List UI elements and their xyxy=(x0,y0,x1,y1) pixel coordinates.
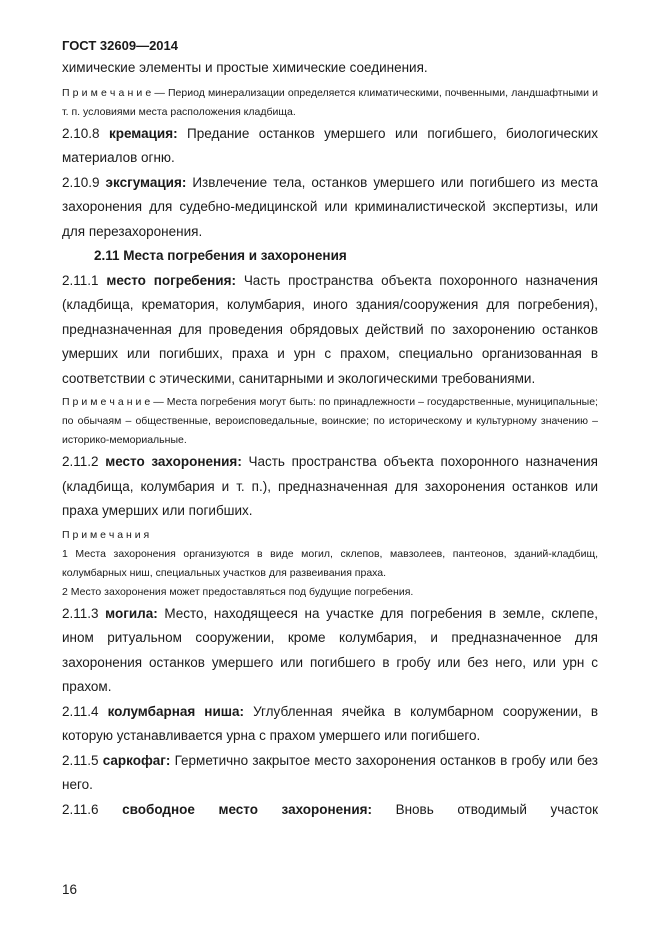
notes-label: П р и м е ч а н и я xyxy=(62,528,150,541)
clause-number: 2.10.9 xyxy=(62,174,106,190)
clause-term: колумбарная ниша: xyxy=(107,703,245,719)
clause-term: кремация: xyxy=(108,125,178,141)
clause-number: 2.10.8 xyxy=(62,125,109,141)
clause-text: Углубленная ячейка в колумбарном сооружении, в которую устанавливается урна с прахом умершего или погибшего. xyxy=(62,703,598,743)
paragraph-continuation: химические элементы и простые химические соединения. xyxy=(62,60,428,75)
clause-text: Место, находящееся на участке для погребения в земле, склепе, ином ритуальном сооружении, кроме колумбария, и предназначенное для захоронения останков умершего или погибшего в гробу или без него, или урн с прахом. xyxy=(62,605,598,694)
clause-text: Предание останков умершего или погибшего, биологических материалов огню. xyxy=(62,125,598,165)
clause-2-10-9 xyxy=(62,171,598,245)
clause-text: Герметично закрытое место захоронения останков в гробу или без него. xyxy=(62,752,598,792)
document-header: ГОСТ 32609—2014 xyxy=(62,38,178,53)
clause-term: место захоронения: xyxy=(105,454,242,469)
clause-term: саркофаг: xyxy=(102,752,171,768)
note-item-1: 1 Места захоронения организуются в виде могил, склепов, мавзолеев, пантеонов, зданий-кладбищ, колумбарных ниш, специальных участков для развеивания праха. xyxy=(62,547,598,579)
clause-2-10-8 xyxy=(62,122,598,171)
clause-number: 2.11.1 xyxy=(62,272,107,288)
note-text: — Места погребения могут быть: по принадлежности – государственные, муниципальные; по обычаям – общественные, вероисповедальные, воинские; по историческому и культурному значению – историко-мемориальные. xyxy=(62,396,598,446)
document-page xyxy=(62,36,598,822)
clause-text: Часть пространства объекта похоронного назначения (кладбища, крематория, колумбария, иного здания/сооружения для погребения), предназначенная для проведения обрядовых действий по захоронению останков умерших или погибших, праха и урн с прахом, специально организованная в соответствии с этическими, санитарными и экологическими требованиями. xyxy=(62,272,598,386)
clause-number: 2.11.6 xyxy=(62,801,123,817)
clause-term: место погребения: xyxy=(106,272,236,288)
clause-text: Вновь отводимый участок xyxy=(372,801,598,817)
note-label: П р и м е ч а н и е xyxy=(62,86,152,99)
clause-number: 2.11.4 xyxy=(62,703,108,719)
clause-term: эксгумация: xyxy=(105,174,187,190)
clause-2-11-4 xyxy=(62,700,598,749)
note-mineralization xyxy=(62,84,598,122)
note-burial-places xyxy=(62,393,598,450)
clause-2-11-2 xyxy=(62,450,598,524)
clause-2-11-5 xyxy=(62,749,598,798)
clause-2-11-3 xyxy=(62,602,598,700)
page-number: 16 xyxy=(62,882,78,897)
clause-number: 2.11.3 xyxy=(62,605,106,621)
section-heading: 2.11 Места погребения и захоронения xyxy=(94,248,347,263)
clause-text: Часть пространства объекта похоронного назначения (кладбища, колумбария и т. п.), предназначенная для захоронения останков или праха умерших или погибших. xyxy=(62,454,598,518)
clause-text: Извлечение тела, останков умершего или погибшего из места захоронения для судебно-медицинской или криминалистической экспертизы, или для перезахоронения. xyxy=(62,174,598,239)
clause-term: свободное место захоронения: xyxy=(122,801,372,817)
clause-number: 2.11.5 xyxy=(62,752,103,768)
note-label: П р и м е ч а н и е xyxy=(62,396,151,408)
clause-2-11-6 xyxy=(62,798,598,823)
clause-2-11-1 xyxy=(62,269,598,392)
clause-number: 2.11.2 xyxy=(62,454,106,469)
note-text: — Период минерализации определяется климатическими, почвенными, ландшафтными и т. п. условиями места расположения кладбища. xyxy=(62,86,598,118)
note-item-2: 2 Место захоронения может предоставляться под будущие погребения. xyxy=(62,585,414,598)
clause-term: могила: xyxy=(105,605,158,621)
